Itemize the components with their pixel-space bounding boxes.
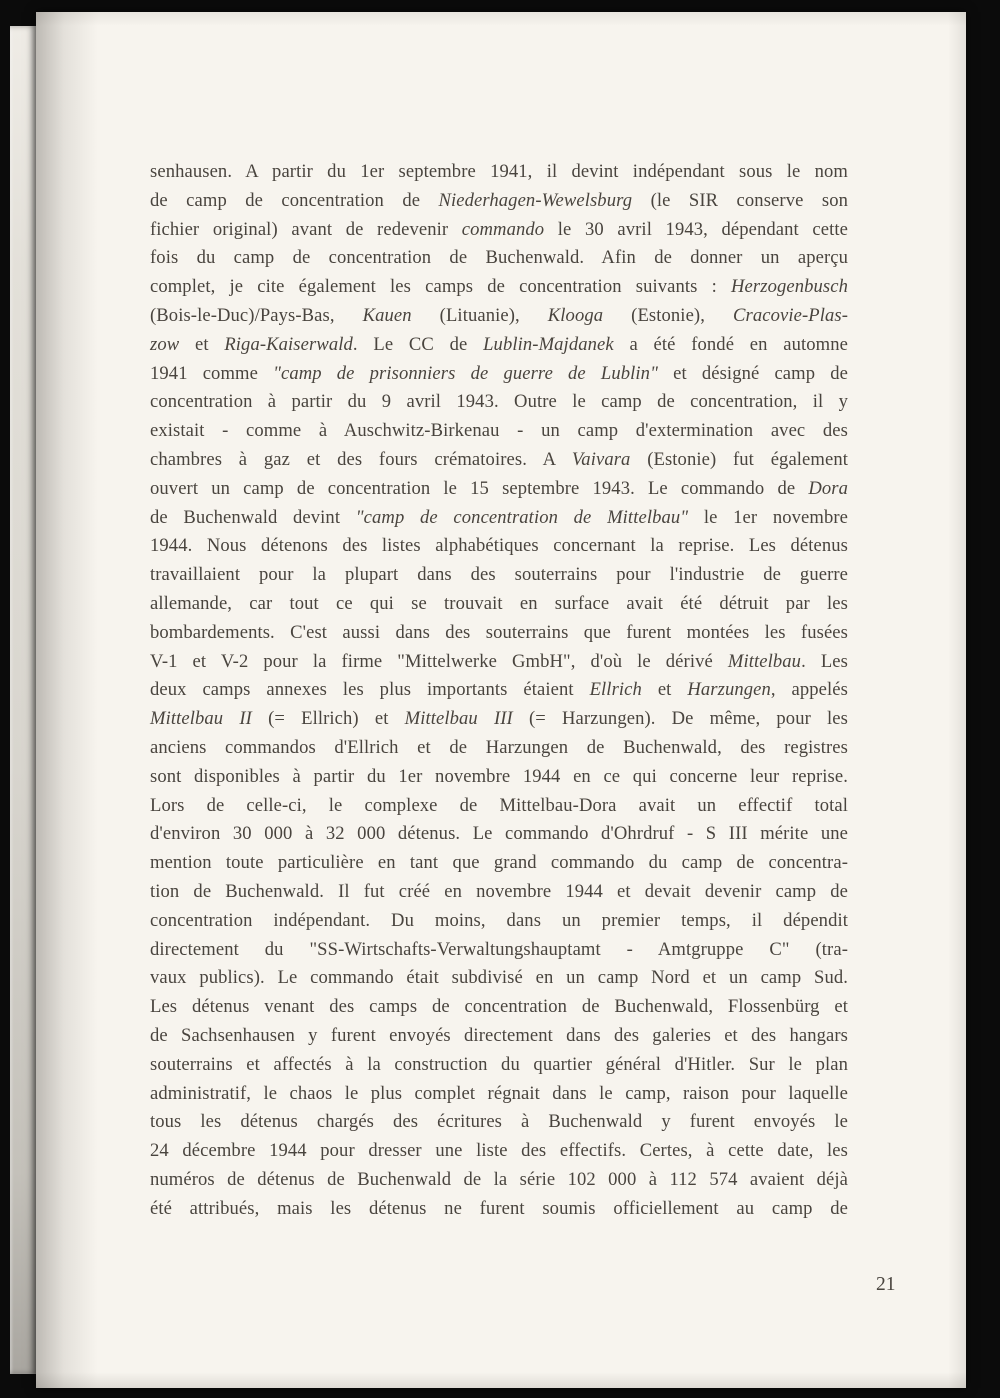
italic-text-segment: Herzogenbusch bbox=[731, 276, 848, 298]
text-segment: (Estonie) fut également bbox=[630, 448, 848, 470]
text-line bbox=[150, 273, 848, 302]
book-page-edges bbox=[10, 26, 37, 1374]
text-segment: chambres à gaz et des fours crématoires. A bbox=[150, 448, 572, 470]
text-segment: concentration à partir du 9 avril 1943. Outre le camp de concentration, il y bbox=[150, 391, 848, 413]
text-segment: administratif, le chaos le plus complet régnait dans le camp, raison pour laquelle bbox=[150, 1082, 848, 1104]
text-line bbox=[150, 734, 848, 763]
text-line bbox=[150, 187, 848, 216]
text-segment: tion de Buchenwald. Il fut créé en novembre 1944 et devait devenir camp de bbox=[150, 880, 848, 902]
text-segment: complet, je cite également les camps de concentration suivants : bbox=[150, 276, 732, 298]
text-segment: sont disponibles à partir du 1er novembre 1944 en ce qui concerne leur reprise. bbox=[150, 765, 848, 787]
italic-text-segment: Mittelbau II bbox=[150, 708, 252, 730]
text-segment: de Sachsenhausen y furent envoyés directement dans des galeries et des hangars bbox=[150, 1024, 848, 1046]
text-line bbox=[150, 244, 848, 273]
text-segment: et désigné camp de bbox=[657, 362, 848, 384]
italic-text-segment: Ellrich bbox=[589, 679, 642, 701]
text-segment: vaux publics). Le commando était subdivisé en un camp Nord et un camp Sud. bbox=[150, 967, 848, 989]
text-line bbox=[150, 504, 848, 533]
text-segment: directement du "SS-Wirtschafts-Verwaltungshauptamt - Amtgruppe C" (tra- bbox=[150, 938, 848, 960]
text-line bbox=[150, 475, 848, 504]
text-segment: V-1 et V-2 pour la firme "Mittelwerke GmbH", d'où le dérivé bbox=[150, 650, 728, 672]
italic-text-segment: Niederhagen-Wewelsburg bbox=[438, 189, 633, 211]
italic-text-segment: Harzungen bbox=[687, 679, 771, 701]
text-segment: mention toute particulière en tant que grand commando du camp de concentra- bbox=[150, 852, 848, 874]
text-segment: anciens commandos d'Ellrich et de Harzungen de Buchenwald, des registres bbox=[150, 736, 848, 758]
text-line bbox=[150, 1137, 848, 1166]
italic-text-segment: "camp de prisonniers de guerre de Lublin" bbox=[273, 362, 658, 384]
text-line bbox=[150, 561, 848, 590]
italic-text-segment: Lublin-Majdanek bbox=[483, 333, 614, 355]
italic-text-segment: Mittelbau III bbox=[404, 708, 513, 730]
text-segment: (Lituanie), bbox=[411, 304, 548, 326]
text-line bbox=[150, 1195, 848, 1224]
italic-text-segment: Mittelbau bbox=[727, 650, 802, 672]
text-line bbox=[150, 993, 848, 1022]
text-line bbox=[150, 216, 848, 245]
text-line bbox=[150, 1166, 848, 1195]
italic-text-segment: Klooga bbox=[547, 304, 604, 326]
text-line bbox=[150, 1108, 848, 1137]
text-line bbox=[150, 705, 848, 734]
text-segment: (Estonie), bbox=[603, 304, 733, 326]
text-line bbox=[150, 302, 848, 331]
text-line bbox=[150, 1051, 848, 1080]
text-segment: et bbox=[179, 333, 225, 355]
text-line bbox=[150, 1080, 848, 1109]
text-segment: 24 décembre 1944 pour dresser une liste des effectifs. Certes, à cette date, les bbox=[150, 1140, 848, 1162]
page-text bbox=[150, 158, 848, 1223]
text-segment: et bbox=[641, 679, 688, 701]
text-segment: 1944. Nous détenons des listes alphabétiques concernant la reprise. Les détenus bbox=[150, 535, 848, 557]
italic-text-segment: Vaivara bbox=[571, 448, 631, 470]
text-line bbox=[150, 417, 848, 446]
text-line bbox=[150, 590, 848, 619]
italic-text-segment: Riga-Kaiserwald bbox=[224, 333, 353, 355]
text-segment: (le SIR conserve son bbox=[632, 189, 848, 211]
text-line bbox=[150, 763, 848, 792]
text-line bbox=[150, 792, 848, 821]
italic-text-segment: Dora bbox=[808, 477, 848, 499]
text-segment: le 30 avril 1943, dépendant cette bbox=[544, 218, 848, 240]
text-segment: d'environ 30 000 à 32 000 détenus. Le commando d'Ohrdruf - S III mérite une bbox=[150, 823, 848, 845]
text-segment: de camp de concentration de bbox=[150, 189, 439, 211]
text-line bbox=[150, 360, 848, 389]
text-line bbox=[150, 532, 848, 561]
text-line bbox=[150, 676, 848, 705]
text-segment: a été fondé en automne bbox=[613, 333, 848, 355]
text-segment: . Le CC de bbox=[352, 333, 484, 355]
text-segment: deux camps annexes les plus importants étaient bbox=[150, 679, 590, 701]
text-line bbox=[150, 820, 848, 849]
italic-text-segment: zow bbox=[150, 333, 180, 355]
text-segment: souterrains et affectés à la construction du quartier général d'Hitler. Sur le plan bbox=[150, 1053, 848, 1075]
italic-text-segment: "camp de concentration de Mittelbau" bbox=[355, 506, 689, 528]
text-segment: 1941 comme bbox=[150, 362, 274, 384]
text-segment: senhausen. A partir du 1er septembre 1941, il devint indépendant sous le nom bbox=[150, 161, 848, 182]
text-segment: tous les détenus chargés des écritures à Buchenwald y furent envoyés le bbox=[150, 1111, 848, 1133]
text-line bbox=[150, 446, 848, 475]
italic-text-segment: Kauen bbox=[362, 304, 412, 326]
text-segment: travaillaient pour la plupart dans des souterrains pour l'industrie de guerre bbox=[150, 564, 848, 586]
italic-text-segment: commando bbox=[461, 218, 545, 240]
text-segment: (= Harzungen). De même, pour les bbox=[512, 708, 848, 730]
text-segment: le 1er novembre bbox=[688, 506, 848, 528]
text-segment: bombardements. C'est aussi dans des souterrains que furent montées les fusées bbox=[150, 621, 848, 643]
text-segment: fois du camp de concentration de Buchenwald. Afin de donner un aperçu bbox=[150, 247, 848, 269]
italic-text-segment: Cracovie-Plas- bbox=[732, 304, 848, 326]
text-line bbox=[150, 964, 848, 993]
text-segment: de Buchenwald devint bbox=[150, 506, 356, 528]
text-line bbox=[150, 849, 848, 878]
page-number: 21 bbox=[876, 1274, 896, 1295]
text-line bbox=[150, 619, 848, 648]
text-segment: concentration indépendant. Du moins, dans un premier temps, il dépendit bbox=[150, 909, 848, 931]
text-segment: . Les bbox=[801, 650, 848, 672]
text-segment: allemande, car tout ce qui se trouvait en surface avait été détruit par les bbox=[150, 592, 848, 614]
text-segment: Lors de celle-ci, le complexe de Mittelbau-Dora avait un effectif total bbox=[150, 794, 848, 816]
text-segment: ouvert un camp de concentration le 15 septembre 1943. Le commando de bbox=[150, 477, 809, 499]
text-line bbox=[150, 158, 848, 187]
text-segment: existait - comme à Auschwitz-Birkenau - un camp d'extermination avec des bbox=[150, 420, 848, 442]
text-segment: (Bois-le-Duc)/Pays-Bas, bbox=[150, 304, 363, 326]
text-line bbox=[150, 907, 848, 936]
text-segment: fichier original) avant de redevenir bbox=[150, 218, 462, 240]
text-line bbox=[150, 331, 848, 360]
text-line bbox=[150, 1022, 848, 1051]
text-line bbox=[150, 648, 848, 677]
text-segment: Les détenus venant des camps de concentration de Buchenwald, Flossenbürg et bbox=[150, 996, 848, 1018]
text-segment: (= Ellrich) et bbox=[251, 708, 405, 730]
text-segment: été attribués, mais les détenus ne furent soumis officiellement au camp de bbox=[150, 1197, 848, 1219]
book-page bbox=[36, 12, 966, 1388]
text-segment: numéros de détenus de Buchenwald de la série 102 000 à 112 574 avaient déjà bbox=[150, 1168, 848, 1190]
text-line bbox=[150, 936, 848, 965]
text-segment: , appelés bbox=[770, 679, 848, 701]
text-line bbox=[150, 878, 848, 907]
text-line bbox=[150, 388, 848, 417]
